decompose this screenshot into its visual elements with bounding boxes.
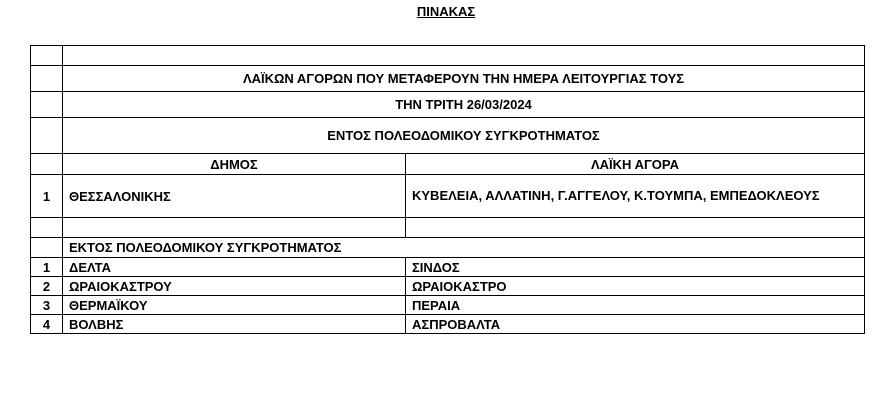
- column-header-row: [31, 154, 865, 175]
- municipality-cell: ΩΡΑΙΟΚΑΣΤΡΟΥ: [63, 277, 406, 296]
- table-row: [31, 296, 865, 315]
- table-row: [31, 277, 865, 296]
- page-title: [0, 4, 892, 19]
- num-cell: [31, 154, 63, 175]
- section-inside-row: [31, 118, 865, 154]
- num-cell: [31, 66, 63, 92]
- spacer-row: [31, 46, 865, 66]
- blank-cell: [63, 218, 406, 238]
- num-cell: [31, 92, 63, 118]
- market-cell: ΩΡΑΙΟΚΑΣΤΡΟ: [406, 277, 865, 296]
- market-cell: ΑΣΠΡΟΒΑΛΤΑ: [406, 315, 865, 334]
- row-number: 2: [31, 277, 63, 296]
- section-inside-label: ΕΝΤΟΣ ΠΟΛΕΟΔΟΜΙΚΟΥ ΣΥΓΚΡΟΤΗΜΑΤΟΣ: [63, 118, 865, 154]
- section-outside-label: ΕΚΤΟΣ ΠΟΛΕΟΔΟΜΙΚΟΥ ΣΥΓΚΡΟΤΗΜΑΤΟΣ: [63, 238, 865, 258]
- table-row: [31, 315, 865, 334]
- num-cell: [31, 238, 63, 258]
- row-number: 3: [31, 296, 63, 315]
- header-line2: ΤΗΝ ΤΡΙΤΗ 26/03/2024: [63, 92, 865, 118]
- market-cell: ΠΕΡΑΙΑ: [406, 296, 865, 315]
- table-row: [31, 175, 865, 218]
- municipality-cell: ΘΕΣΣΑΛΟΝΙΚΗΣ: [63, 175, 406, 218]
- municipality-cell: ΔΕΛΤΑ: [63, 258, 406, 277]
- municipality-cell: ΘΕΡΜΑΪΚΟΥ: [63, 296, 406, 315]
- num-cell: [31, 46, 63, 66]
- municipality-cell: ΒΟΛΒΗΣ: [63, 315, 406, 334]
- col-municipality-header: ΔΗΜΟΣ: [63, 154, 406, 175]
- col-market-header: ΛΑΪΚΗ ΑΓΟΡΑ: [406, 154, 865, 175]
- num-cell: [31, 118, 63, 154]
- header-row: [31, 66, 865, 92]
- date-row: [31, 92, 865, 118]
- blank-cell: [63, 46, 865, 66]
- table-row: [31, 258, 865, 277]
- row-number: 1: [31, 175, 63, 218]
- num-cell: [31, 218, 63, 238]
- market-cell: ΚΥΒΕΛΕΙΑ, ΑΛΛΑΤΙΝΗ, Γ.ΑΓΓΕΛΟΥ, Κ.ΤΟΥΜΠΑ, ΕΜΠΕΔΟΚΛΕΟΥΣ: [406, 175, 865, 218]
- row-number: 1: [31, 258, 63, 277]
- blank-cell: [406, 218, 865, 238]
- page-title-text: ΠΙΝΑΚΑΣ: [416, 4, 476, 19]
- row-number: 4: [31, 315, 63, 334]
- header-line1: ΛΑΪΚΩΝ ΑΓΟΡΩΝ ΠΟΥ ΜΕΤΑΦΕΡΟΥΝ ΤΗΝ ΗΜΕΡΑ ΛΕΙΤΟΥΡΓΙΑΣ ΤΟΥΣ: [63, 66, 865, 92]
- spacer-row: [31, 218, 865, 238]
- section-outside-row: [31, 238, 865, 258]
- market-cell: ΣΙΝΔΟΣ: [406, 258, 865, 277]
- markets-table: [30, 45, 865, 334]
